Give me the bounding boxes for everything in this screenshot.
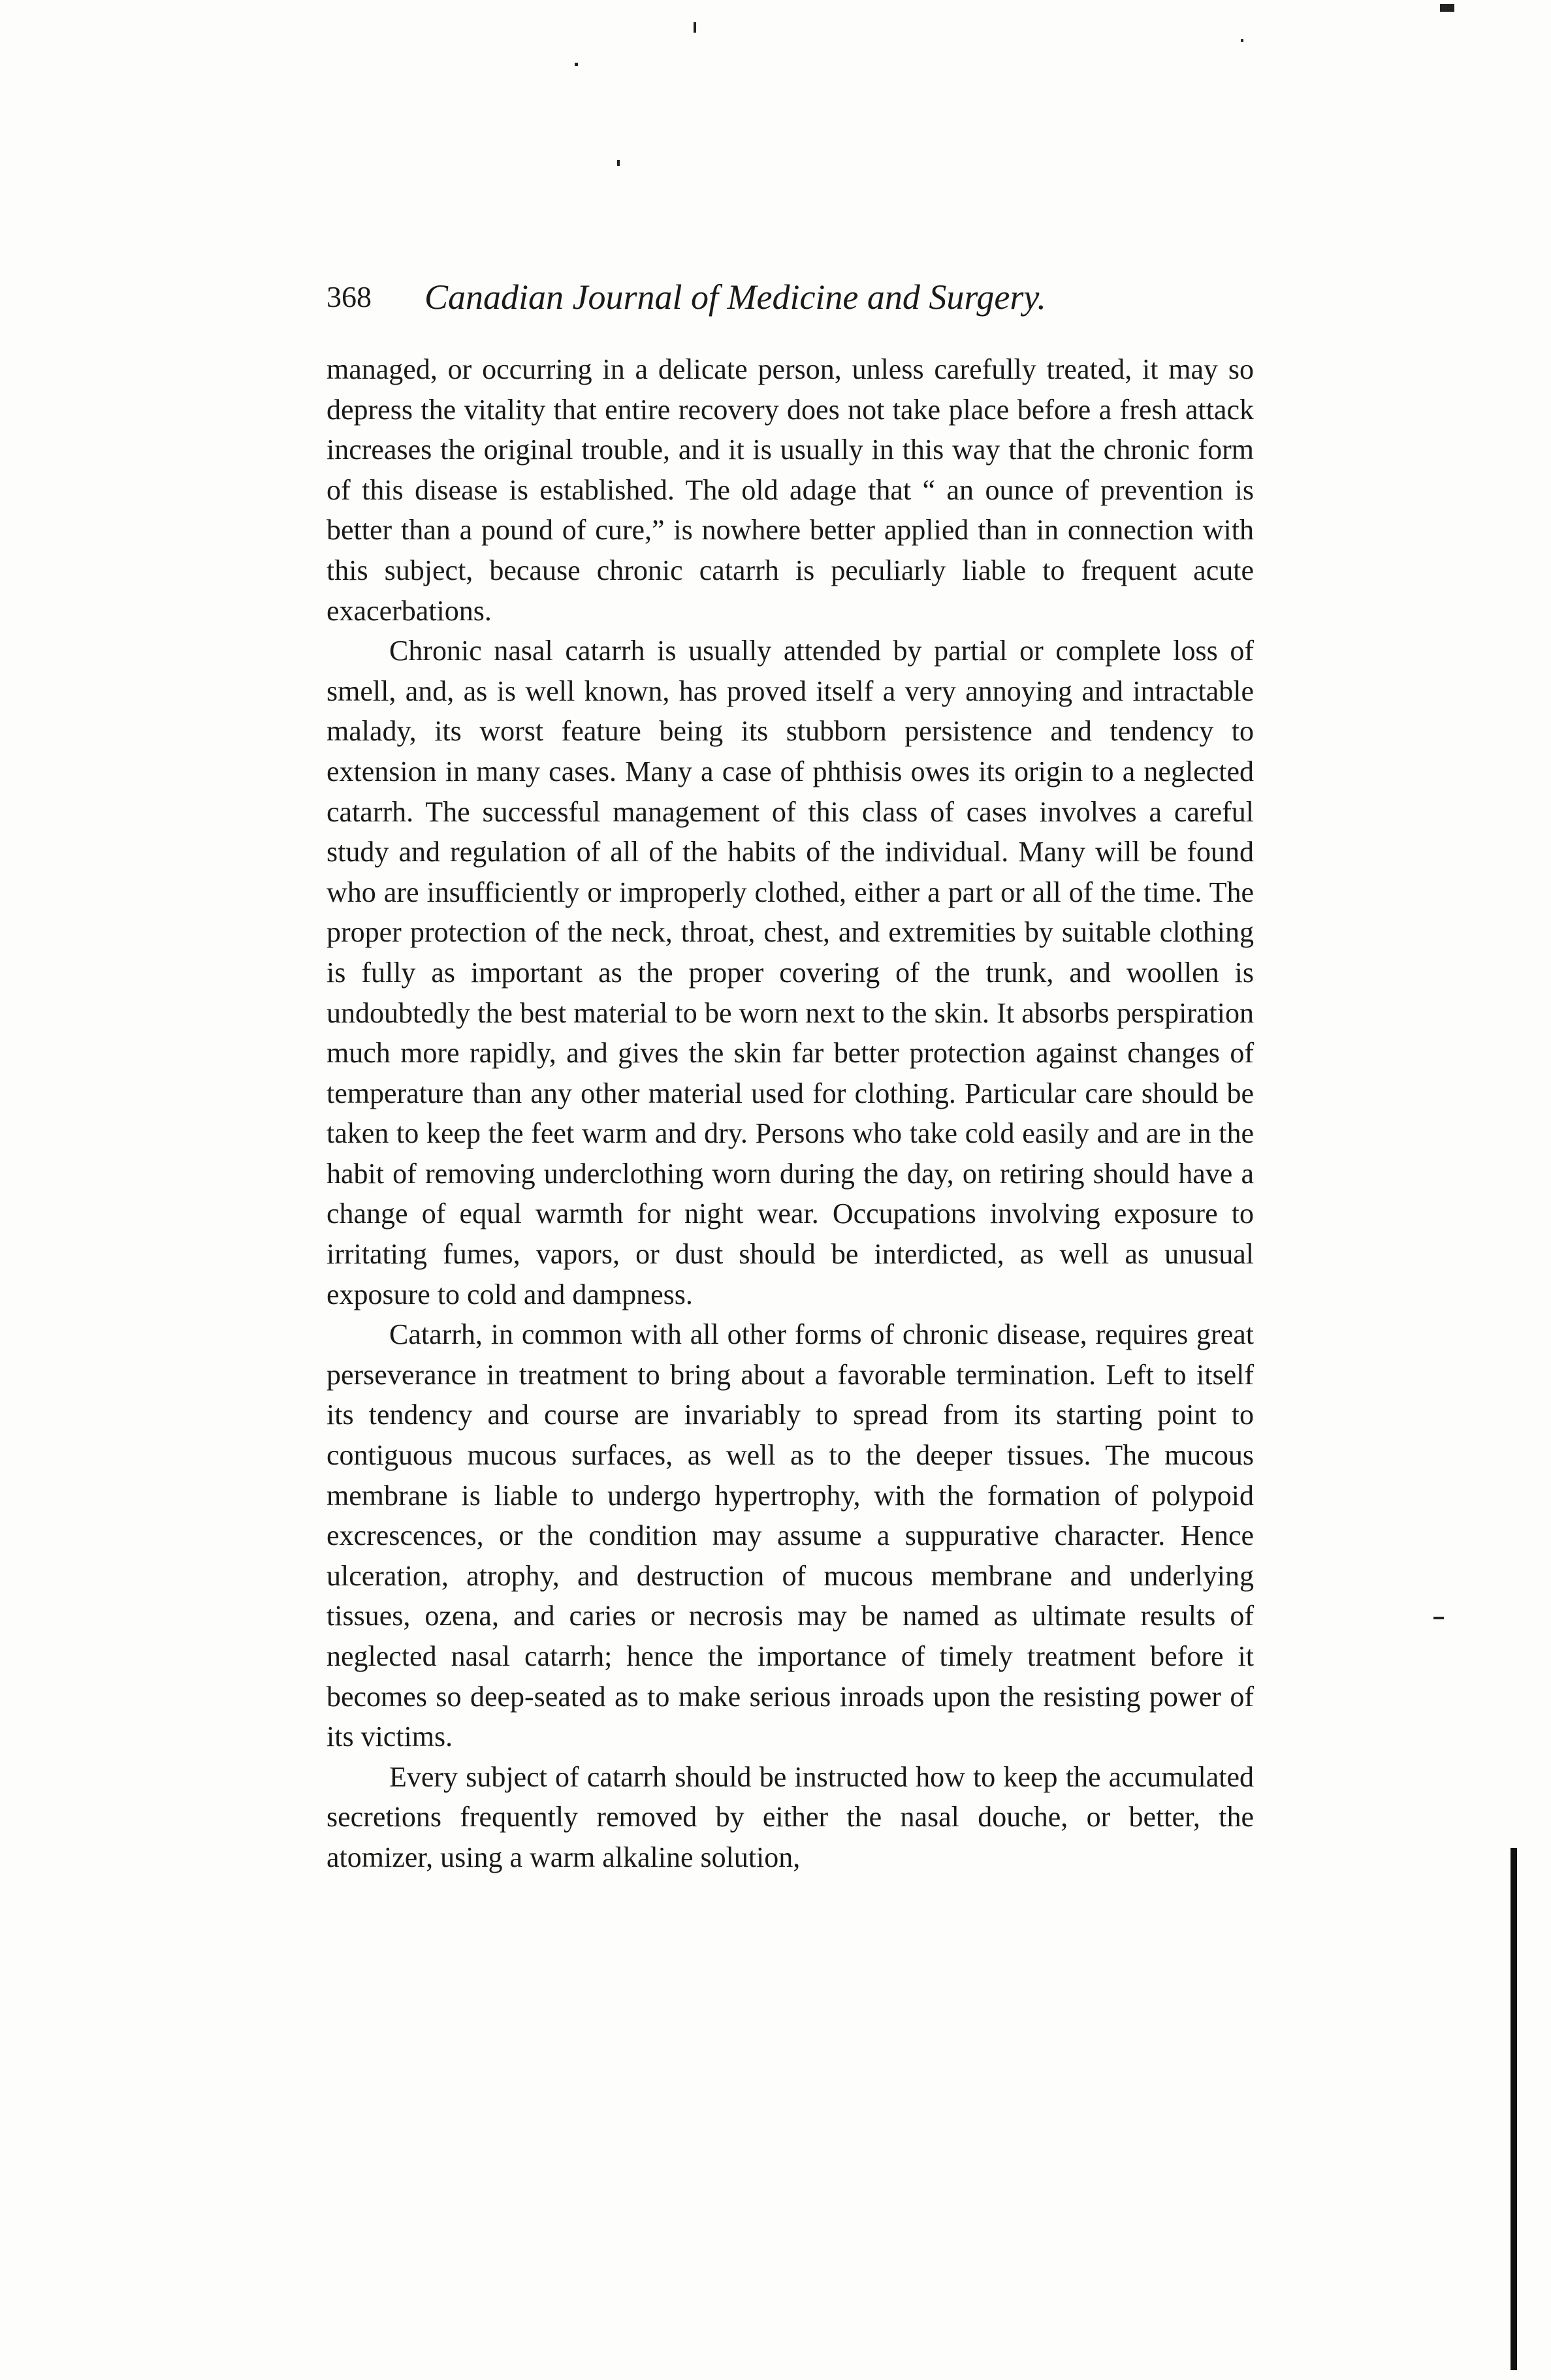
article-body [327,349,1254,1878]
paragraph: Catarrh, in common with all other forms of chronic disease, requires great perseverance in treatment to bring about a favorable termination. Left to itself its tendency and course are invariably to spread from its starting point to contiguous mucous surfaces, as well as to the deeper tissues. The mucous membrane is liable to undergo hypertrophy, with the formation of polypoid excrescences, or the condition may assume a suppurative character. Hence ulceration, atrophy, and destruction of mucous membrane and underlying tissues, ozena, and caries or necrosis may be named as ultimate results of neglected nasal catarrh; hence the importance of timely treatment before it becomes so deep-seated as to make serious inroads upon the resisting power of its victims. [327,1318,1254,1753]
page-number: 368 [327,280,372,313]
paragraph: Every subject of catarrh should be instructed how to keep the accumulated secretions frequently removed by either the nasal douche, or better, the atomizer, using a warm alkaline solution, [327,1760,1254,1873]
scan-speck [694,22,696,33]
scan-speck [575,63,578,66]
paragraph: Chronic nasal catarrh is usually attended by partial or complete loss of smell, and, as is well known, has proved itself a very annoying and intractable malady, its worst feature being its stubborn persistence and tendency to extension in many cases. Many a case of phthisis owes its origin to a neglected catarrh. The successful management of this class of cases involves a careful study and regulation of all of the habits of the individual. Many will be found who are insufficiently or improperly clothed, either a part or all of the time. The proper protection of the neck, throat, chest, and extremities by suitable clothing is fully as important as the proper covering of the trunk, and woollen is undoubtedly the best material to be worn next to the skin. It absorbs perspiration much more rapidly, and gives the skin far better protection against changes of temperature than any other material used for clothing. Particular care should be taken to keep the feet warm and dry. Persons who take cold easily and are in the habit of removing underclothing worn during the day, on retiring should have a change of equal warmth for night wear. Occupations involving exposure to irritating fumes, vapors, or dust should be interdicted, as well as unusual exposure to cold and dampness. [327,635,1254,1310]
scan-speck [617,160,620,166]
journal-title: Canadian Journal of Medicine and Surgery. [424,278,1046,317]
scan-speck [1241,39,1243,42]
margin-mark [1433,1617,1444,1619]
scan-speck [1440,4,1454,12]
paragraph: managed, or occurring in a delicate person, unless carefully treated, it may so depress the vitality that entire recovery does not take place before a fresh attack increases the original trouble, and it is usually in this way that the chronic form of this disease is established. The old adage that “ an ounce of prevention is better than a pound of cure,” is nowhere better applied than in connection with this subject, because chronic catarrh is peculiarly liable to frequent acute exacerbations. [327,353,1254,627]
running-header [327,278,1254,323]
binding-edge-line [1511,1848,1517,2370]
